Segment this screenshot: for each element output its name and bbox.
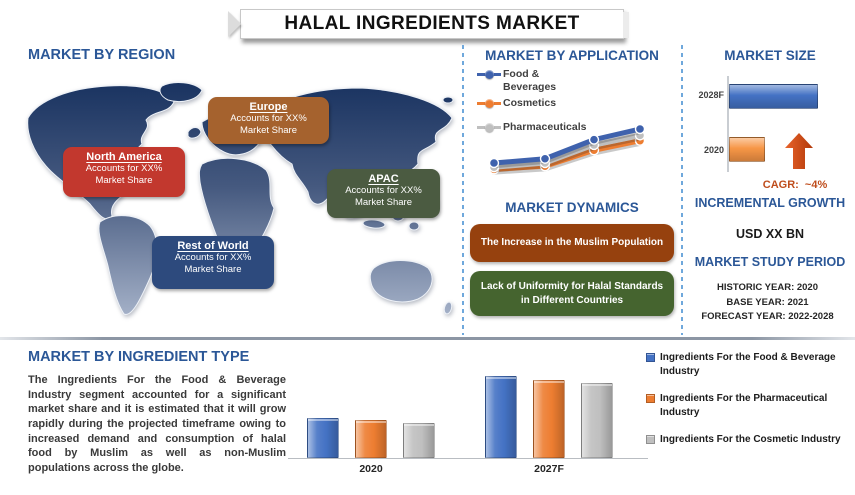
callout-share-line1: Accounts for XX%	[85, 163, 163, 174]
ingredient-xlabel-2027f: 2027F	[534, 463, 564, 475]
incremental-growth-heading: INCREMENTAL GROWTH	[694, 196, 846, 210]
legend-label: Food & Beverages	[503, 68, 557, 93]
line-marker-icon	[477, 97, 501, 109]
market-size-heading: MARKET SIZE	[724, 48, 816, 63]
legend-swatch-icon	[646, 353, 655, 362]
callout-share-line1: Accounts for XX%	[174, 252, 252, 263]
ingredient-bar	[355, 420, 387, 458]
callout-title: North America	[86, 151, 162, 163]
dynamics-driver-text: The Increase in the Muslim Population	[480, 237, 664, 249]
dynamics-heading: MARKET DYNAMICS	[505, 200, 639, 215]
island-uk	[188, 128, 201, 139]
ingredient-bar	[485, 376, 517, 458]
ingredient-bar	[581, 383, 613, 458]
market-size-category-2020: 2020	[703, 145, 724, 155]
legend-label: Ingredients For the Pharmaceutical Industry	[660, 393, 828, 418]
callout-europe	[208, 97, 329, 144]
dynamics-restraint-text: Lack of Uniformity for Halal Standards in Different Countries	[480, 281, 664, 306]
application-heading: MARKET BY APPLICATION	[485, 48, 659, 63]
page-title: HALAL INGREDIENTS MARKET	[284, 13, 580, 34]
ingredient-bar-group-2020	[306, 358, 436, 458]
callout-share-line2: Market Share	[354, 197, 413, 209]
forecast-year: FORECAST YEAR: 2022-2028	[701, 311, 834, 322]
legend-swatch-icon	[646, 435, 655, 444]
legend-label: Pharmaceuticals	[503, 120, 587, 133]
horizontal-separator	[0, 337, 855, 340]
callout-title: Rest of World	[177, 240, 249, 252]
study-period-heading: MARKET STUDY PERIOD	[694, 255, 846, 269]
callout-share-line1: Accounts for XX%	[345, 185, 422, 196]
ingredient-bar-group-2027f	[484, 358, 614, 458]
legend-label: Ingredients For the Cosmetic Industry	[660, 434, 841, 445]
callout-title: APAC	[368, 173, 399, 185]
legend-swatch-icon	[646, 394, 655, 403]
island-sea-2	[363, 219, 386, 229]
ingredient-xlabel-2020: 2020	[359, 463, 383, 475]
legend-label: Ingredients For the Food & Beverage Industry	[660, 352, 836, 377]
market-size-bar-2020	[729, 137, 765, 162]
cagr-label: CAGR: ~4%	[762, 179, 828, 191]
dynamics-restraint-box	[470, 271, 674, 316]
incremental-growth-value: USD XX BN	[735, 227, 805, 241]
market-size-category-2028f: 2028F	[698, 90, 724, 100]
legend-item-food-beverage-industry	[646, 351, 854, 378]
base-year: BASE YEAR: 2021	[726, 296, 809, 308]
island-greenland	[160, 83, 202, 102]
dynamics-driver-box	[470, 224, 674, 262]
legend-item-food-beverages	[477, 68, 575, 93]
callout-rest-of-world	[152, 236, 274, 289]
legend-item-pharmaceutical-industry	[646, 392, 854, 419]
callout-share-line2: Market Share	[95, 175, 153, 187]
growth-arrow-icon	[785, 133, 813, 169]
continent-south-america	[99, 216, 157, 315]
ingredient-legend	[646, 351, 854, 461]
region-heading: MARKET BY REGION	[28, 47, 176, 63]
continent-australia	[370, 261, 432, 302]
historic-year: HISTORIC YEAR: 2020	[716, 282, 819, 293]
title-banner	[240, 9, 624, 39]
study-period-lines	[680, 281, 855, 325]
ingredient-paragraph: The Ingredients For the Food & Beverage Industry segment accounted for a significant market share and it is estimated that it will grow rapidly during the projected timeframe owing to increased demand and consumption of halal food by Muslim as well as non-Muslim populations across the globe.	[28, 374, 286, 474]
island-far-east	[443, 97, 453, 103]
market-size-bar-2028f	[729, 84, 818, 109]
callout-share-line2: Market Share	[239, 125, 298, 137]
legend-item-cosmetics	[477, 97, 575, 110]
island-new-zealand	[443, 301, 453, 314]
legend-item-cosmetic-industry	[646, 433, 854, 447]
callout-title: Europe	[249, 101, 288, 113]
application-line-chart	[472, 110, 672, 192]
ingredient-heading: MARKET BY INGREDIENT TYPE	[28, 349, 250, 365]
ingredient-bar	[533, 380, 565, 458]
callout-share-line2: Market Share	[184, 264, 242, 276]
ingredient-chart-axis	[288, 458, 648, 459]
vertical-divider-left	[462, 45, 464, 335]
ingredient-bar	[307, 418, 339, 458]
callout-apac	[327, 169, 440, 218]
callout-share-line1: Accounts for XX%	[230, 113, 307, 124]
ingredient-bar	[403, 423, 435, 458]
line-marker-icon	[477, 68, 501, 80]
callout-north-america	[63, 147, 185, 197]
legend-label: Cosmetics	[503, 97, 557, 110]
island-sea-4	[409, 222, 419, 230]
